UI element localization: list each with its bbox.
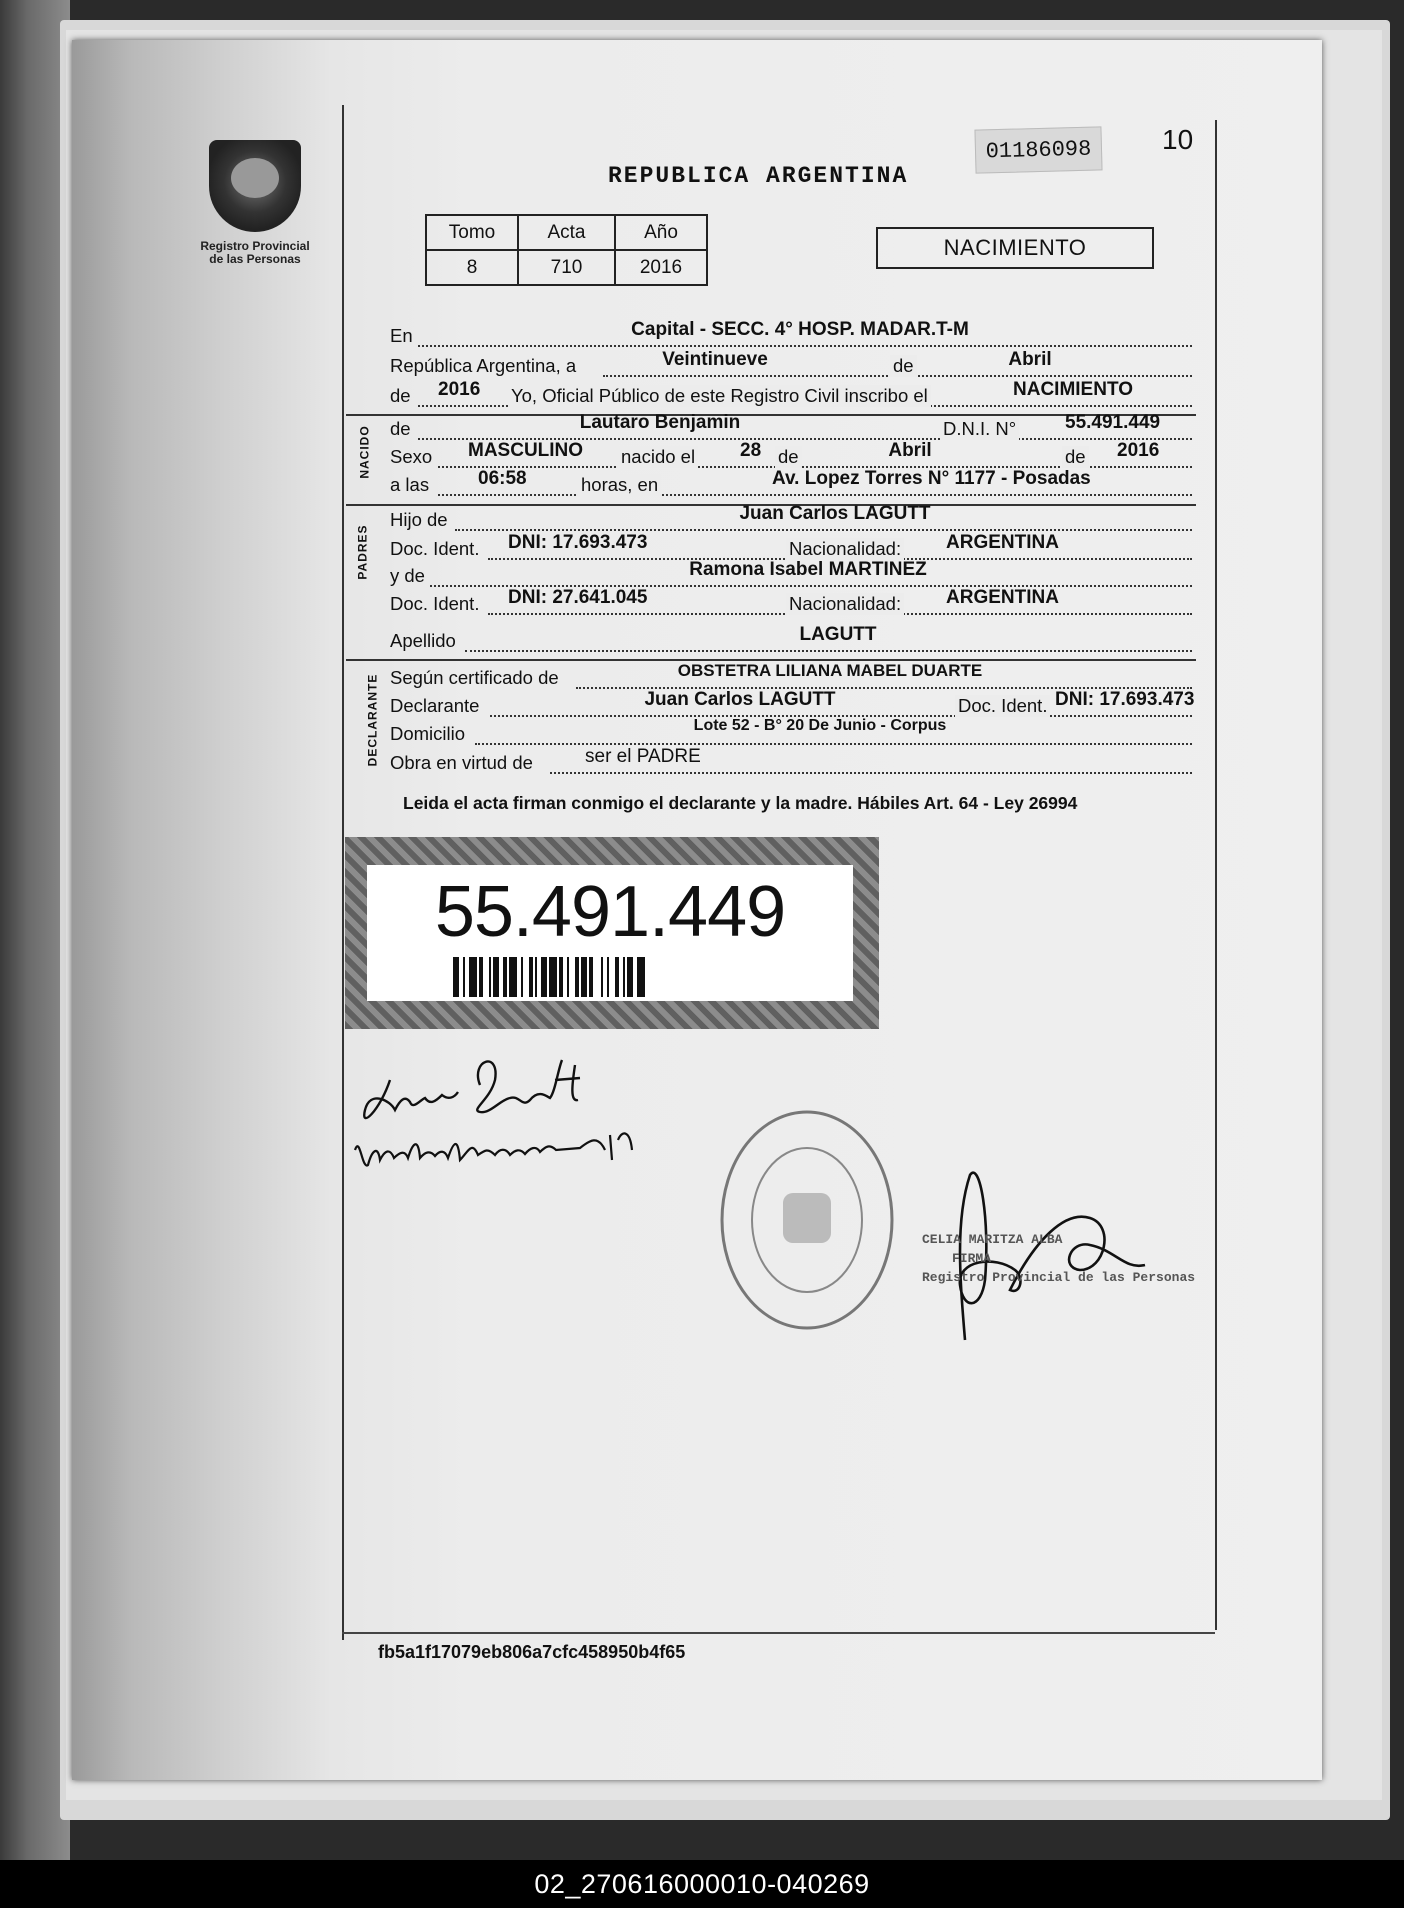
- table-cell-acta: 710: [518, 250, 615, 285]
- domicilio-value: Lote 52 - B° 20 De Junio - Corpus: [693, 717, 947, 734]
- label-doc-declarante: Doc. Ident.: [955, 695, 1050, 717]
- row-hora: [390, 468, 1192, 500]
- table-row: [426, 215, 707, 250]
- label-en: En: [390, 325, 413, 346]
- sticker-number: 55.491.449: [434, 872, 786, 952]
- birth-day: 28: [740, 440, 762, 461]
- mother-nationality: ARGENTINA: [946, 587, 1059, 608]
- table-header-ano: Año: [615, 215, 707, 250]
- declarante-value: Juan Carlos LAGUTT: [644, 689, 836, 710]
- official-stamp-icon: [715, 1105, 900, 1335]
- barcode-bar: [645, 957, 647, 997]
- stamp-line-2: FIRMA: [952, 1251, 992, 1266]
- label-nacionalidad-father: Nacionalidad:: [786, 538, 904, 560]
- section-label-declarante: DECLARANTE: [365, 673, 380, 767]
- birth-place: Av. Lopez Torres N° 1177 - Posadas: [772, 468, 1091, 489]
- row-obra: [390, 746, 1192, 778]
- label-y-de: y de: [390, 565, 425, 586]
- frame-line-bottom: [342, 1632, 1215, 1634]
- label-de: de: [890, 355, 917, 377]
- label-sexo: Sexo: [390, 446, 433, 467]
- place-value: Capital - SECC. 4° HOSP. MADAR.T-M: [631, 319, 969, 340]
- declarante-doc: DNI: 17.693.473: [1055, 689, 1195, 710]
- barcode-bar: [469, 957, 477, 997]
- seal-caption-1: Registro Provincial: [200, 239, 310, 253]
- barcode-bar: [509, 957, 517, 997]
- act-type-box: NACIMIENTO: [876, 227, 1154, 269]
- seal-caption-2: de las Personas: [209, 252, 301, 266]
- stamp-emblem: [783, 1193, 831, 1243]
- label-declarante: Declarante: [390, 695, 480, 716]
- inscribed-value: NACIMIENTO: [1013, 379, 1133, 400]
- label-nacido-el: nacido el: [618, 446, 698, 468]
- label-domicilio: Domicilio: [390, 723, 466, 744]
- sexo-value: MASCULINO: [468, 440, 584, 461]
- label-certificado: Según certificado de: [390, 667, 559, 688]
- label-republica: República Argentina, a: [390, 355, 577, 376]
- label-de-2: de: [775, 446, 802, 468]
- birth-month: Abril: [888, 440, 932, 461]
- stamp-line-1: CELIA MARITZA ALBA: [922, 1232, 1063, 1247]
- frame-line-left: [342, 105, 344, 1640]
- page-number: 10: [1162, 124, 1194, 155]
- mother-doc: DNI: 27.641.045: [508, 587, 648, 608]
- frame-line-right: [1215, 120, 1217, 1630]
- label-a-las: a las: [390, 474, 430, 495]
- stamp-line-3: Registro Provincial de las Personas: [922, 1270, 1196, 1285]
- child-dni: 55.491.449: [1065, 412, 1161, 433]
- table-header-tomo: Tomo: [426, 215, 518, 250]
- closing-note: Leida el acta firman conmigo el declarante y la madre. Hábiles Art. 64 - Ley 26994: [403, 793, 1078, 813]
- section-label-padres: PADRES: [355, 524, 370, 580]
- scan-footer: [0, 1860, 1404, 1908]
- label-de-3: de: [1062, 446, 1089, 468]
- birth-year: 2016: [1117, 440, 1160, 461]
- table-row: [426, 250, 707, 285]
- birth-time: 06:58: [478, 468, 527, 489]
- father-nationality: ARGENTINA: [946, 532, 1059, 553]
- officer-text: Yo, Oficial Público de este Registro Civil inscribo el: [508, 385, 931, 407]
- document-title: REPUBLICA ARGENTINA: [608, 163, 909, 189]
- mother-name: Ramona Isabel MARTINEZ: [689, 559, 927, 580]
- label-apellido: Apellido: [390, 630, 456, 651]
- table-header-acta: Acta: [518, 215, 615, 250]
- label-de-year: de: [390, 385, 411, 406]
- father-name: Juan Carlos LAGUTT: [739, 503, 931, 524]
- serial-stamp: 01186098: [974, 126, 1102, 173]
- label-dni: D.N.I. N°: [940, 418, 1019, 440]
- document-hash: fb5a1f17079eb806a7cfc458950b4f65: [378, 1642, 686, 1662]
- label-doc-mother: Doc. Ident.: [390, 593, 480, 614]
- row-en: [390, 319, 1192, 351]
- label-doc-father: Doc. Ident.: [390, 538, 480, 559]
- barcode-bar: [593, 957, 601, 997]
- registry-table: [425, 214, 708, 286]
- label-nacionalidad-mother: Nacionalidad:: [786, 593, 904, 615]
- year-value: 2016: [438, 379, 481, 400]
- row-fecha: [390, 349, 1192, 381]
- provincial-seal: [195, 140, 315, 290]
- official-stamp-text: [922, 1230, 1195, 1287]
- label-de-nombre: de: [390, 418, 411, 439]
- table-cell-tomo: 8: [426, 250, 518, 285]
- label-hijo-de: Hijo de: [390, 509, 448, 530]
- table-cell-ano: 2016: [615, 250, 707, 285]
- row-domicilio: [390, 717, 1192, 749]
- label-horas-en: horas, en: [578, 474, 661, 496]
- apellido-value: LAGUTT: [799, 624, 877, 645]
- month-value: Abril: [1008, 349, 1052, 370]
- handwritten-signatures: [350, 1040, 710, 1220]
- row-officer: [390, 379, 1192, 411]
- footer-code: 02_270616000010-040269: [534, 1868, 870, 1899]
- child-name: Lautaro Benjamin: [579, 412, 741, 433]
- seal-emblem-icon: [209, 140, 301, 232]
- obra-value: ser el PADRE: [585, 746, 701, 767]
- mother-signature: [355, 1133, 632, 1165]
- father-doc: DNI: 17.693.473: [508, 532, 648, 553]
- father-signature: [364, 1060, 580, 1118]
- barcode-bar: [637, 957, 645, 997]
- day-value: Veintinueve: [662, 349, 768, 370]
- dni-sticker: [345, 837, 879, 1029]
- row-mother-doc: [390, 587, 1192, 619]
- row-apellido: [390, 624, 1192, 656]
- barcode-icon: [453, 957, 769, 997]
- barcode-bar: [549, 957, 557, 997]
- label-obra: Obra en virtud de: [390, 752, 533, 773]
- certificado-value: OBSTETRA LILIANA MABEL DUARTE: [677, 661, 983, 680]
- section-label-nacido: NACIDO: [357, 425, 372, 479]
